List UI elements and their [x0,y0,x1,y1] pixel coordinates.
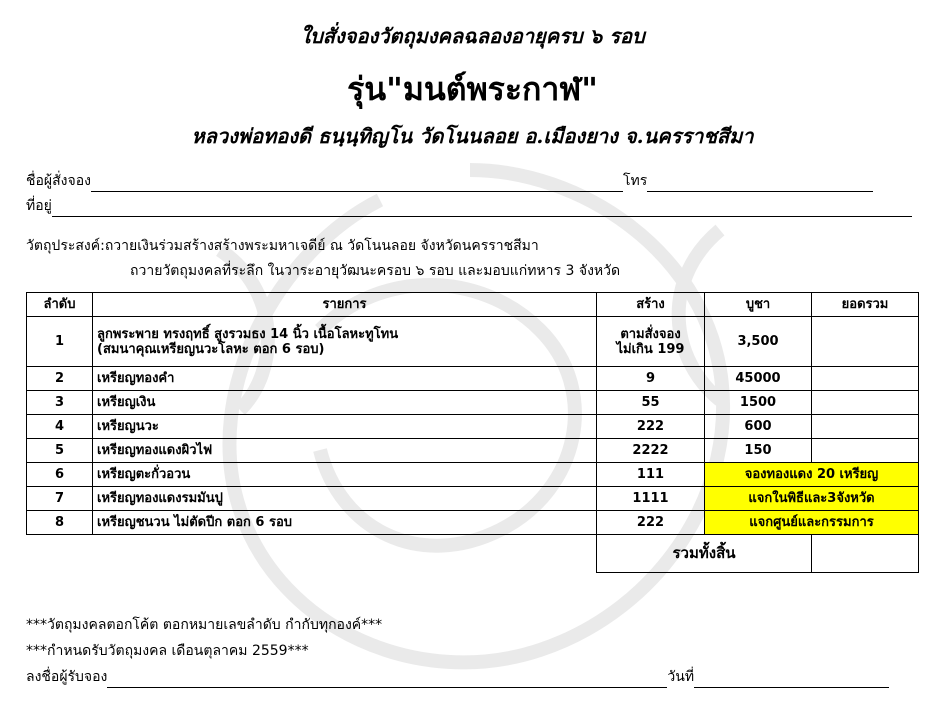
monk-name: หลวงพ่อทองดี ธนฺนฺทิญโน วัดโนนลอย อ.เมืองยาง จ.นครราชสีมา [191,124,754,148]
row-price: 45000 [705,367,812,391]
table-row [27,463,919,487]
row-built: 55 [597,391,705,415]
col-header-no: ลำดับ [27,293,93,317]
purpose-line-2: ถวายวัตถุมงคลที่ระลึก ในวาระอายุวัฒนะครอบ ๖ รอบ และมอบแก่ทหาร 3 จังหวัด [130,263,621,279]
row-note-highlight: แจกในพิธีและ3จังหวัด [705,487,919,511]
phone-field[interactable] [647,177,873,192]
table-row [27,317,919,367]
table-header-row [27,293,919,317]
table-row [27,391,919,415]
row-note-highlight: จองทองแดง 20 เหรียญ [705,463,919,487]
footer-note-1: ***วัตถุมงคลตอกโค้ต ตอกหมายเลขลำดับ กำกับทุกองค์*** [26,617,383,633]
row-item: เหรียญเงิน [93,391,597,415]
row-item-line: (สมนาคุณเหรียญนวะโลหะ ตอก 6 รอบ) [97,341,325,357]
signer-row [26,666,889,688]
row-item: เหรียญตะกั่วอวน [93,463,597,487]
row-built: 2222 [597,439,705,463]
row-built: 9 [597,367,705,391]
row-no: 1 [27,317,93,367]
row-no: 8 [27,511,93,535]
row-no: 2 [27,367,93,391]
row-built-line: ตามสั่งจอง [620,326,681,342]
table-row [27,367,919,391]
phone-label: โทร [622,173,648,189]
date-field[interactable] [694,673,889,688]
row-price: 1500 [705,391,812,415]
row-built-line: ไม่เกิน 199 [616,341,685,357]
row-total[interactable] [812,415,919,439]
row-item: เหรียญทองแดงผิวไฟ [93,439,597,463]
row-built [597,317,705,367]
orderer-label: ชื่อผู้สั่งจอง [26,173,91,189]
model-name: รุ่น"มนต์พระกาฬ" [347,70,598,108]
address-label: ที่อยู่ [26,198,52,214]
table-row [27,439,919,463]
row-no: 3 [27,391,93,415]
row-no: 6 [27,463,93,487]
address-field[interactable] [52,202,912,217]
row-item: เหรียญทองคำ [93,367,597,391]
total-row [27,535,919,573]
col-header-item: รายการ [93,293,597,317]
orderer-field[interactable] [91,177,623,192]
row-item-line: ลูกพระพาย ทรงฤทธิ์ สูงรวมธง 14 นิ้ว เนื้อโลหะทูโทน [97,326,399,342]
address-row [26,195,912,217]
table-row [27,415,919,439]
purpose-line-1: วัตถุประสงค์:ถวายเงินร่วมสร้างสร้างพระมหาเจดีย์ ณ วัดโนนลอย จังหวัดนครราชสีมา [26,238,539,254]
table-row [27,487,919,511]
row-built: 111 [597,463,705,487]
row-price: 600 [705,415,812,439]
row-total[interactable] [812,367,919,391]
row-no: 5 [27,439,93,463]
row-built: 1111 [597,487,705,511]
date-label: วันที่ [667,669,695,685]
row-price: 150 [705,439,812,463]
row-built: 222 [597,511,705,535]
row-no: 7 [27,487,93,511]
row-total[interactable] [812,317,919,367]
col-header-built: สร้าง [597,293,705,317]
row-item: เหรียญชนวน ไม่ตัดปีก ตอก 6 รอบ [93,511,597,535]
order-table [26,292,919,573]
total-label: รวมทั้งสิ้น [597,535,812,573]
grand-total-field[interactable] [812,535,919,573]
col-header-price: บูชา [705,293,812,317]
row-built: 222 [597,415,705,439]
row-item [93,317,597,367]
row-note-highlight: แจกศูนย์และกรรมการ [705,511,919,535]
row-no: 4 [27,415,93,439]
row-item: เหรียญทองแดงรมมันปู [93,487,597,511]
col-header-total: ยอดรวม [812,293,919,317]
footer-note-2: ***กำหนดรับวัตถุมงคล เดือนตุลาคม 2559*** [26,643,309,659]
empty-cell [27,535,93,573]
empty-cell [93,535,597,573]
document-title: ใบสั่งจองวัตถุมงคลฉลองอายุครบ ๖ รอบ [300,24,645,48]
row-price: 3,500 [705,317,812,367]
orderer-row [26,170,873,192]
table-row [27,511,919,535]
row-item: เหรียญนวะ [93,415,597,439]
signer-label: ลงชื่อผู้รับจอง [26,669,108,685]
row-total[interactable] [812,391,919,415]
signer-field[interactable] [107,673,667,688]
row-total[interactable] [812,439,919,463]
